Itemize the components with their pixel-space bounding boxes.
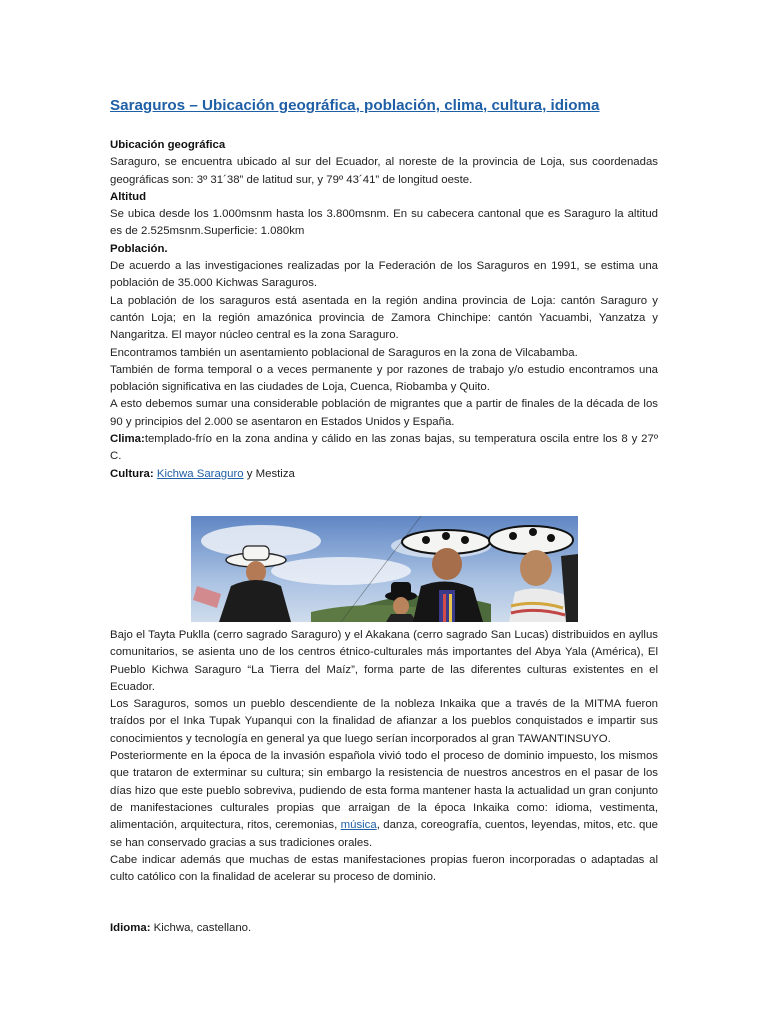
cabe-paragraph: Cabe indicar además que muchas de estas manifestaciones propias fueron incorporadas o adaptadas al culto católico con la finalidad de acelerar su proceso de dominio.: [110, 853, 658, 884]
cultura-rest: y Mestiza: [243, 467, 295, 480]
body-paragraph: Los Saraguros, somos un pueblo descendiente de la nobleza Inkaika que a través de la MITMA fueron traídos por el Inka Tupak Yupanqui con la finalidad de afianzar a los pueblos conquistados e impartir sus conocimientos y tecnología en general ya que luego serían incorporados al gran TAWANTINSUYO.: [110, 698, 658, 745]
clima-heading: Clima:: [110, 433, 145, 446]
idioma-text: Kichwa, castellano.: [150, 922, 252, 935]
ubicacion-text: Saraguro, se encuentra ubicado al sur del Ecuador, al noreste de la provincia de Loja, sus coordenadas geográficas son: 3º 31´38” de latitud sur, y 79º 43´41” de longitud oeste.: [110, 156, 658, 186]
musica-link[interactable]: música: [340, 819, 377, 832]
cultura-line: [110, 466, 658, 483]
spacer: [110, 886, 658, 920]
posteriormente-paragraph: [110, 748, 658, 852]
clima-line: [110, 431, 658, 466]
idioma-line: [110, 920, 658, 937]
photo-illustration: [191, 516, 578, 622]
body-paragraph: Bajo el Tayta Puklla (cerro sagrado Saraguro) y el Akakana (cerro sagrado San Lucas) distribuidos en ayllus comunitarios, se asienta uno de los centros étnico-culturales más importantes del Abya Yala (América), El Pueblo Kichwa Saraguro “La Tierra del Maíz”, forma parte de las diferentes culturas existentes en el Ecuador.: [110, 628, 658, 693]
section-poblacion: [110, 241, 658, 431]
article: [110, 96, 658, 938]
poblacion-paragraph: De acuerdo a las investigaciones realizadas por la Federación de los Saraguros en 1991, se estima una población de 35.000 Kichwas Saraguros.: [110, 260, 658, 290]
poblacion-paragraph: También de forma temporal o a veces permanente y por razones de trabajo y/o estudio encontramos una población significativa en las ciudades de Loja, Cuenca, Riobamba y Quito.: [110, 363, 658, 394]
kichwa-saraguro-link[interactable]: Kichwa Saraguro: [156, 467, 244, 480]
posteriormente-after: , danza, coreografía, cuentos, leyendas, mitos, etc. que se han conservado gracias a sus tradiciones orales.: [110, 819, 658, 849]
section-ubicacion: [110, 137, 658, 189]
posteriormente-before: Posteriormente en la época de la invasión española vivió todo el proceso de dominio impuesto, los mismos que trataron de exterminar su cultura; sin embargo la resistencia de nuestros ancestros en el pasar de los días hizo que este pueblo sobreviva, pudiendo de esta forma mantener hasta la actualidad un gran conjunto de manifestaciones culturales propias que arraigan de la época Inkaika como: idioma, vestimenta, alimentación, arquitectura, ritos, ceremonias,: [110, 750, 658, 832]
poblacion-paragraph: La población de los saraguros está asentada en la región andina provincia de Loja: cantón Saraguro y cantón Loja; en la región amazónica provincia de Zamora Chinchipe: cantón Yacuambi, Yanzatza y Nangaritza. El mayor núcleo central es la zona Saraguro.: [110, 294, 658, 342]
idioma-heading: Idioma:: [110, 922, 151, 935]
page-title[interactable]: Saraguros – Ubicación geográfica, población, clima, cultura, idioma: [110, 97, 600, 114]
altitud-text: Se ubica desde los 1.000msnm hasta los 3.800msnm. En su cabecera cantonal que es Saraguro la altitud es de 2.525msnm.Superficie: 1.080km: [110, 208, 658, 238]
poblacion-paragraph: A esto debemos sumar una considerable población de migrantes que a partir de finales de la década de los 90 y principios del 2.000 se asentaron en Estados Unidos y España.: [110, 398, 658, 428]
clima-text: templado-frío en la zona andina y cálido en las zonas bajas, su temperatura oscila entre los 8 y 27º C.: [110, 433, 658, 463]
poblacion-heading: Población.: [110, 242, 168, 255]
cultura-heading: Cultura:: [110, 467, 154, 480]
poblacion-paragraph: Encontramos también un asentamiento poblacional de Saraguros en la zona de Vilcabamba.: [110, 346, 578, 359]
saraguro-photo: [191, 516, 578, 622]
ubicacion-heading: Ubicación geográfica: [110, 139, 226, 151]
section-altitud: [110, 189, 658, 241]
altitud-heading: Altitud: [110, 190, 147, 203]
